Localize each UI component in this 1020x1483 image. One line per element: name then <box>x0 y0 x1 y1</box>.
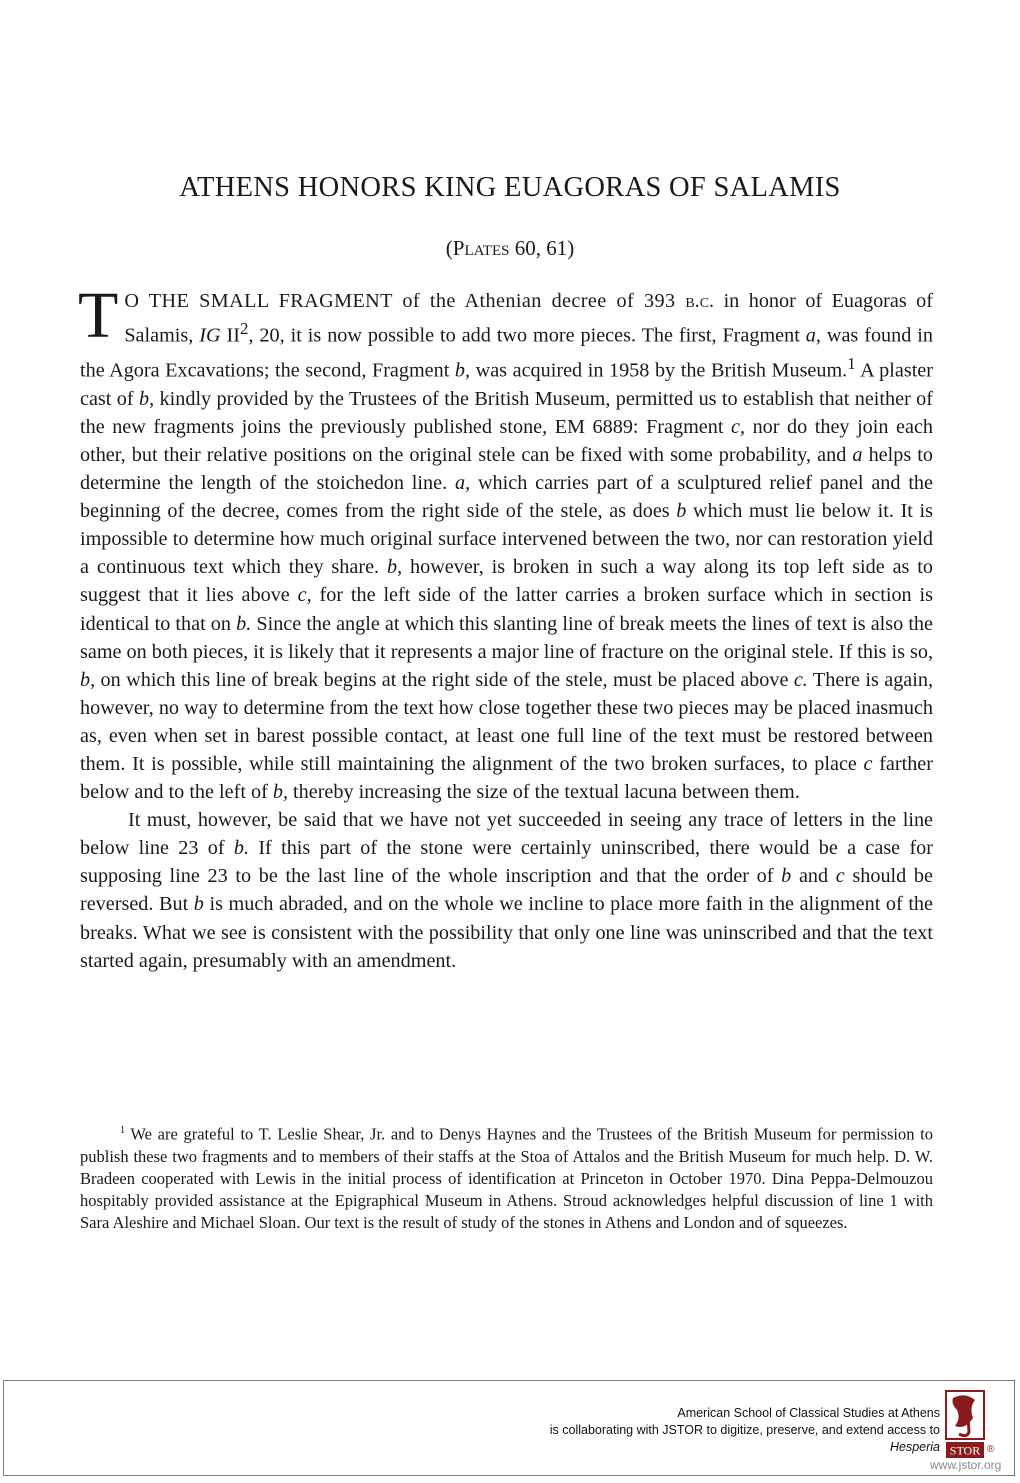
p2-run: is much abraded, and on the whole we incline to place more faith in the alignment of the breaks. What we see is consistent with the possibility that only one line was uninscribed and that the text started again, presumably with an amendment. <box>80 893 933 972</box>
p1-run: farther below and to the left of <box>80 752 933 804</box>
plates-numbers: 60, 61) <box>509 236 575 260</box>
paragraph-1 <box>78 279 934 806</box>
drop-cap: T <box>78 279 119 352</box>
p1-run: in honor of Euagoras of Salamis, <box>124 290 933 347</box>
p2-ital: b <box>193 893 204 916</box>
p1-run: , 20, it is now possible to add two more pieces. The first, Fragment <box>248 324 806 347</box>
p1-run: O THE SMALL FRAGMENT of the Athenian decree of 393 <box>124 290 686 312</box>
p1-run: was acquired in 1958 by the British Museum. <box>470 359 848 382</box>
p1-ital: c <box>863 752 873 775</box>
p1-ital: IG <box>199 324 221 347</box>
p1-run: thereby increasing the size of the textual lacuna between them. <box>288 781 800 804</box>
jstor-logo-icon[interactable] <box>945 1390 985 1460</box>
p2-run: and <box>791 865 836 888</box>
p1-ital: b <box>676 500 687 523</box>
p1-run: was found in the Agora Excavations; the second, Fragment <box>80 324 933 382</box>
p1-run: There is again, however, no way to determine from the text how close together these two pieces may be placed inasmuch as, even when set in barest possible contact, at least one full line of the text must be restored between them. It is possible, while still maintaining the alignment of the two broken surfaces, to place <box>80 668 934 775</box>
p1-run: which must lie below it. It is impossible to determine how much original surface intervened between the two, nor can restoration yield a continuous text which they share. <box>80 500 934 579</box>
jstor-notice <box>550 1405 940 1456</box>
jstor-logo-text: STOR <box>949 1443 981 1458</box>
p1-run: which carries part of a sculptured relief panel and the beginning of the decree, comes from the right side of the stele, as does <box>80 472 933 523</box>
p1-run: II <box>220 324 240 347</box>
p2-ital: c <box>835 865 845 888</box>
p1-ital: b. <box>236 612 252 635</box>
article-title: ATHENS HONORS KING EUAGORAS OF SALAMIS <box>179 172 841 203</box>
plates-reference <box>0 236 1020 261</box>
jstor-url-link[interactable]: www.jstor.org <box>930 1458 1002 1472</box>
p2-run: should be reversed. But <box>80 865 933 916</box>
p1-ital: a, <box>454 472 471 495</box>
footnote-mark: 1 <box>120 1125 125 1136</box>
p1-ital: c, <box>731 415 746 438</box>
p1-run: helps to determine the length of the stoichedon line. <box>80 443 933 495</box>
p1-run: Since the angle at which this slanting line of break meets the lines of text is also the same on both pieces, it is likely that it represents a major line of fracture on the original stele. If this is so, <box>80 612 933 663</box>
paragraph-2 <box>80 806 933 975</box>
p1-ital: b, <box>454 359 471 382</box>
p1-ital: b, <box>386 556 403 579</box>
p2-ital: b <box>781 865 792 888</box>
p1-ital: b, <box>80 668 96 691</box>
registered-mark: ® <box>987 1444 995 1455</box>
plates-label: Plates <box>452 236 510 260</box>
p1-run: kindly provided by the Trustees of the British Museum, permitted us to establish that neither of the new fragments joins the previously published stone, EM 6889: Fragment <box>80 387 934 438</box>
p1-ital: a, <box>805 324 821 347</box>
p1-run: however, is broken in such a way along its top left side as to suggest that it lies above <box>80 556 933 607</box>
plates-open: ( <box>445 236 453 260</box>
footnote-text: We are grateful to T. Leslie Shear, Jr. and to Denys Haynes and the Trustees of the British Museum for permission to publish these two fragments and to members of their staffs at the Stoa of Attalos and the British Museum for much help. D. W. Bradeen cooperated with Lewis in the initial process of identification at Princeton in October 1970. Dina Peppa-Delmouzou hospitably provided assistance at the Epigraphical Museum in Athens. Stroud acknowledges helpful discussion of line 1 with Sara Aleshire and Michael Sloan. Our text is the result of study of the stones in Athens and London and of squeezes. <box>80 1124 933 1232</box>
p1-run: nor do they join each other, but their relative positions on the original stele can be fixed with some probability, and <box>80 415 933 466</box>
p2-ital: b. <box>233 837 250 860</box>
p1-run: on which this line of break begins at the right side of the stele, must be placed above <box>95 668 794 691</box>
p2-run: If this part of the stone were certainly uninscribed, there would be a case for supposing line 23 to be the last line of the whole inscription and that the order of <box>80 837 933 888</box>
p1-ital: a <box>852 443 863 466</box>
p1-sup: 2 <box>239 319 249 339</box>
p1-ital: b, <box>139 387 155 410</box>
jstor-line-journal[interactable]: Hesperia <box>889 1440 940 1454</box>
p1-run: for the left side of the latter carries a broken surface which in section is identical to that on <box>80 584 933 635</box>
p1-era: b.c. <box>685 290 715 312</box>
p1-ital: c, <box>297 584 312 607</box>
article-body <box>78 279 934 975</box>
jstor-line-collab: is collaborating with JSTOR to digitize, preserve, and extend access to <box>549 1423 940 1437</box>
p1-ital: b, <box>272 781 288 804</box>
p1-ital: c. <box>793 668 808 691</box>
footnote <box>80 1120 933 1234</box>
jstor-line-publisher: American School of Classical Studies at Athens <box>677 1406 940 1420</box>
p1-run: A plaster cast of <box>80 359 933 410</box>
footnote-ref[interactable]: 1 <box>847 353 856 373</box>
p2-run: It must, however, be said that we have not yet succeeded in seeing any trace of letters in the line below line 23 of <box>80 809 933 860</box>
